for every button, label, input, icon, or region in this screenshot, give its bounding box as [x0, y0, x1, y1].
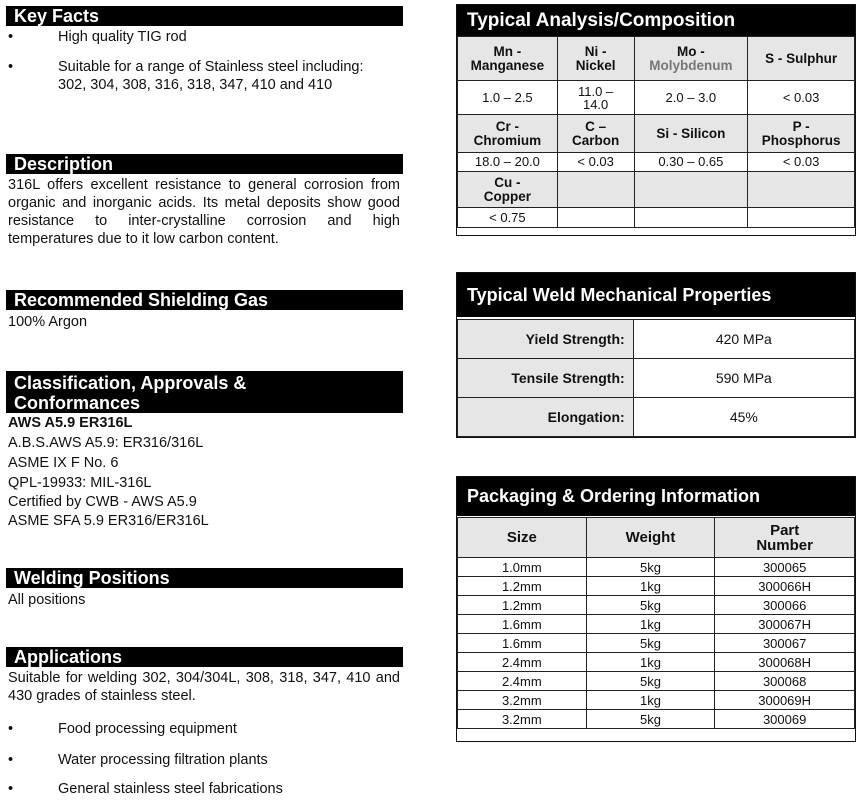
element-cr: Cr - Chromium	[458, 115, 558, 153]
classification-heading: Classification, Approvals & Conformances	[6, 371, 403, 413]
key-facts-heading: Key Facts	[6, 6, 403, 26]
table-row: 1.6mm 5kg 300067	[458, 634, 855, 653]
description-heading: Description	[6, 154, 403, 174]
classification-line: A.B.S.AWS A5.9: ER316/316L	[8, 435, 204, 451]
element-ni: Ni - Nickel	[557, 37, 634, 81]
composition-title: Typical Analysis/Composition	[457, 5, 855, 36]
welding-positions-text: All positions	[8, 592, 86, 608]
table-row: 3.2mm 5kg 300069	[458, 710, 855, 729]
value-s: < 0.03	[748, 81, 855, 115]
element-s: S - Sulphur	[748, 37, 855, 81]
table-row: 1.6mm 1kg 300067H	[458, 615, 855, 634]
applications-heading: Applications	[6, 647, 403, 667]
tensile-label: Tensile Strength:	[458, 359, 634, 398]
composition-table	[457, 36, 855, 228]
element-mn: Mn - Manganese	[458, 37, 558, 81]
table-row: 2.4mm 1kg 300068H	[458, 653, 855, 672]
element-p: P - Phosphorus	[748, 115, 855, 153]
weight-header: Weight	[586, 518, 715, 558]
element-cu: Cu - Copper	[458, 172, 558, 208]
classification-line: ASME SFA 5.9 ER316/ER316L	[8, 513, 209, 529]
table-row: 1.0mm 5kg 300065	[458, 558, 855, 577]
table-row: 3.2mm 1kg 300069H	[458, 691, 855, 710]
elongation-value: 45%	[633, 398, 854, 437]
classification-line: AWS A5.9 ER316L	[8, 415, 133, 431]
welding-positions-heading: Welding Positions	[6, 568, 403, 588]
classification-line: Certified by CWB - AWS A5.9	[8, 494, 197, 510]
table-row: 1.2mm 1kg 300066H	[458, 577, 855, 596]
value-cu: < 0.75	[458, 208, 558, 228]
applications-text: Suitable for welding 302, 304/304L, 308, 318, 347, 410 and 430 grades of stainless steel.	[8, 670, 400, 704]
value-ni: 11.0 – 14.0	[557, 81, 634, 115]
value-mn: 1.0 – 2.5	[458, 81, 558, 115]
size-header: Size	[458, 518, 587, 558]
shielding-gas-heading: Recommended Shielding Gas	[6, 290, 403, 310]
yield-label: Yield Strength:	[458, 320, 634, 359]
element-c: C – Carbon	[557, 115, 634, 153]
value-mo: 2.0 – 3.0	[634, 81, 748, 115]
packaging-title: Packaging & Ordering Information	[457, 477, 855, 516]
packaging-table	[457, 517, 855, 729]
element-mo: Mo - Molybdenum	[634, 37, 748, 81]
part-number-header: Part Number	[715, 518, 855, 558]
table-row: 2.4mm 5kg 300068	[458, 672, 855, 691]
shielding-gas-text: 100% Argon	[8, 314, 88, 330]
value-cr: 18.0 – 20.0	[458, 153, 558, 172]
mechanical-table	[457, 319, 855, 437]
classification-line: QPL-19933: MIL-316L	[8, 475, 152, 491]
classification-line: ASME IX F No. 6	[8, 455, 119, 471]
element-si: Si - Silicon	[634, 115, 748, 153]
tensile-value: 590 MPa	[633, 359, 854, 398]
value-si: 0.30 – 0.65	[634, 153, 748, 172]
elongation-label: Elongation:	[458, 398, 634, 437]
value-p: < 0.03	[748, 153, 855, 172]
mechanical-title: Typical Weld Mechanical Properties	[457, 273, 855, 317]
yield-value: 420 MPa	[633, 320, 854, 359]
table-row: 1.2mm 5kg 300066	[458, 596, 855, 615]
description-text: 316L offers excellent resistance to general corrosion from organic and inorganic acids. Its metal deposits show good resistance to inter-crystalline corrosion and high temperatures due to it low carbon content.	[8, 177, 400, 247]
value-c: < 0.03	[557, 153, 634, 172]
